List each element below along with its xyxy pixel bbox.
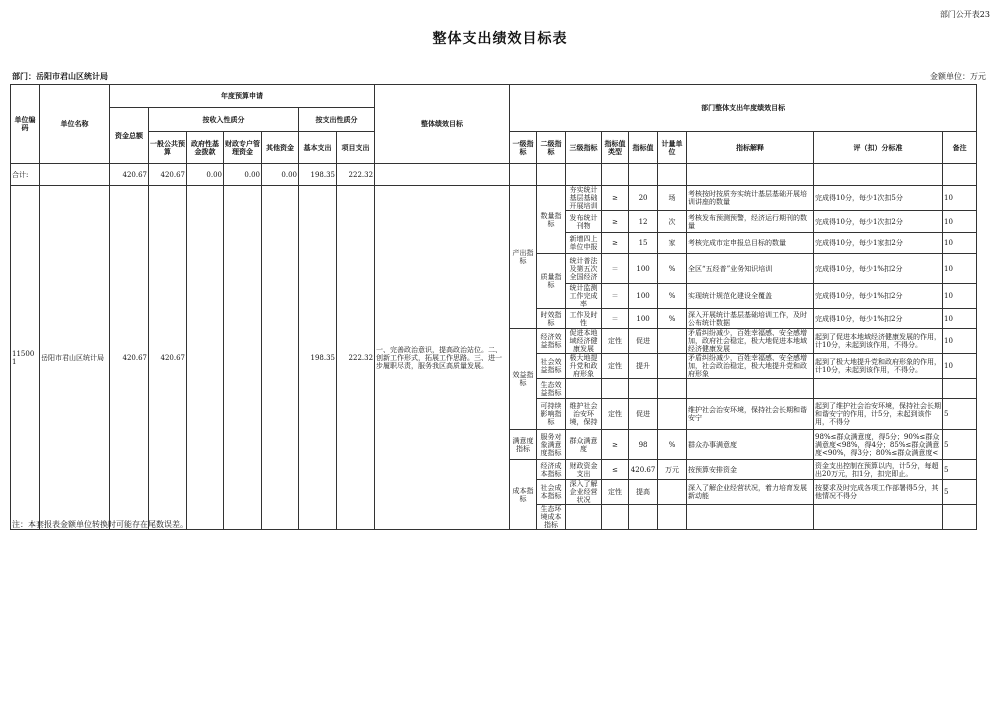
value-type: ＝ (602, 254, 629, 284)
header-dept-goal: 部门整体支出年度绩效目标 (510, 85, 977, 132)
criteria: 完成得10分，每少1家扣2分 (815, 239, 903, 247)
level3-text: 统计监测工作完成率 (569, 284, 598, 308)
remark: 10 (943, 254, 977, 284)
header-by-type: 按支出性质分 (299, 108, 375, 132)
level3-text: 夯实统计基层基础开展培训 (569, 186, 598, 210)
value-type: 定性 (602, 329, 629, 354)
value (629, 505, 658, 530)
level3-text: 极大地提升党和政府形象 (569, 354, 598, 378)
criteria: 起到了维护社会治安环境，保持社会长期和谐安宁的作用，计5分，未起到该作用，不得分 (815, 402, 942, 426)
explanation: 群众办事满意度 (688, 440, 738, 449)
totals-project: 222.32 (337, 164, 375, 186)
totals-ex (687, 164, 814, 186)
value-type: ≥ (602, 430, 629, 460)
unit-name: 岳阳市君山区统计局 (40, 186, 110, 530)
remark: 10 (943, 329, 977, 354)
totals-basic: 198.35 (299, 164, 337, 186)
unit: 场 (658, 186, 687, 211)
value: 15 (629, 233, 658, 254)
unit: 万元 (658, 460, 687, 480)
header-basic-expense: 基本支出 (299, 132, 337, 164)
explanation: 考核发布预测预警，经济运行期刊的数量 (688, 213, 808, 230)
value (629, 379, 658, 399)
header-level2: 二级指标 (537, 132, 566, 164)
level2-sustainable: 可持续影响指标 (537, 399, 566, 430)
explanation: 按预算安排资金 (688, 465, 738, 474)
level1-benefit: 效益指标 (510, 329, 537, 430)
totals-special: 0.00 (224, 164, 262, 186)
header-project-expense: 项目支出 (337, 132, 375, 164)
value: 100 (629, 284, 658, 309)
value-type: ≥ (602, 233, 629, 254)
value-type: ＝ (602, 309, 629, 329)
criteria: 完成得10分，每少1%扣2分 (815, 292, 903, 300)
value-type (602, 505, 629, 530)
criteria: 按要求及时完成各项工作部署得5分，其他情况不得分 (815, 484, 939, 500)
criteria: 起到了促进本地域经济健康发展的作用，计10分，未起到该作用，不得分。 (815, 333, 942, 349)
header-level3: 三级指标 (566, 132, 602, 164)
totals-l3 (566, 164, 602, 186)
criteria: 完成得10分，每少1次扣5分 (815, 194, 903, 202)
unit: 家 (658, 233, 687, 254)
remark: 5 (943, 430, 977, 460)
value: 12 (629, 211, 658, 233)
header-unit: 计量单位 (658, 132, 687, 164)
criteria: 资金支出控制在预算以内，计5分，每超出20万元，扣1分，扣完即止。 (815, 461, 939, 478)
level2-social-cost: 社会成本指标 (537, 480, 566, 505)
totals-total: 420.67 (110, 164, 149, 186)
remark: 10 (943, 186, 977, 211)
unit (658, 505, 687, 530)
level3-text: 工作及时性 (569, 310, 598, 327)
unit (658, 480, 687, 505)
level3-text (566, 505, 602, 530)
unit: % (658, 430, 687, 460)
header-gov-fund: 政府性基金拨款 (187, 132, 224, 164)
totals-empty (40, 164, 110, 186)
header-budget-apply: 年度预算申请 (110, 85, 375, 108)
level3-text: 新增四上单位申报 (569, 235, 598, 251)
unit-other (262, 186, 299, 530)
criteria: 完成得10分，每少1%扣2分 (815, 314, 903, 323)
header-criteria: 评（扣）分标准 (814, 132, 943, 164)
unit-general: 420.67 (149, 186, 187, 530)
totals-l1 (510, 164, 537, 186)
value-type: ＝ (602, 284, 629, 309)
unit-special (224, 186, 262, 530)
unit: 次 (658, 211, 687, 233)
value: 98 (629, 430, 658, 460)
value: 促进 (629, 329, 658, 354)
remark: 10 (943, 211, 977, 233)
level3-text: 群众满意度 (569, 436, 598, 453)
value: 提高 (629, 480, 658, 505)
explanation: 矛盾纠纷减少，百姓幸福感、安全感增加，社会政治稳定，极大地提升党和政府形象 (688, 354, 808, 378)
unit-code: 115001 (11, 186, 40, 530)
level2-econ-cost: 经济成本指标 (537, 460, 566, 480)
totals-rm (943, 164, 977, 186)
page-number-note: 部门公开表23 (939, 10, 990, 19)
criteria: 完成得10分，每少1%扣2分 (815, 264, 903, 273)
currency-unit-label: 金额单位：万元 (930, 72, 986, 81)
performance-target-table (10, 84, 977, 530)
level1-satisfaction: 满意度指标 (510, 430, 537, 460)
criteria (814, 505, 943, 530)
unit-gov-fund (187, 186, 224, 530)
explanation: 深入开展统计基层基础培训工作，及时公布统计数据 (688, 310, 808, 327)
value-type: 定性 (602, 480, 629, 505)
unit-basic: 198.35 (299, 186, 337, 530)
remark: 10 (943, 354, 977, 379)
remark: 10 (943, 284, 977, 309)
header-total-funds: 资金总额 (110, 108, 149, 164)
unit (658, 379, 687, 399)
level1-cost: 成本指标 (510, 460, 537, 530)
level2-quantity: 数量指标 (537, 186, 566, 254)
level2-eco-cost: 生态环境成本指标 (537, 505, 566, 530)
totals-general: 420.67 (149, 164, 187, 186)
totals-l2 (537, 164, 566, 186)
explanation (687, 505, 814, 530)
criteria (814, 379, 943, 399)
header-level1: 一级指标 (510, 132, 537, 164)
level2-ecological: 生态效益指标 (537, 379, 566, 399)
criteria: 起到了极大地提升党和政府形象的作用，计10分，未起到该作用，不得分。 (815, 358, 942, 374)
explanation: 考核按时按质夯实统计基层基础开展培训讲座的数量 (688, 190, 808, 206)
header-unit-name: 单位名称 (40, 85, 110, 164)
remark (943, 379, 977, 399)
unit-project: 222.32 (337, 186, 375, 530)
level2-service: 服务对象满意度指标 (537, 430, 566, 460)
header-other-funds: 其他资金 (262, 132, 299, 164)
explanation: 全区“五经普”业务知识培训 (688, 264, 773, 273)
header-overall-goal: 整体绩效目标 (375, 85, 510, 164)
level3-text: 维护社会治安环境，保持 (569, 402, 598, 426)
level3-text: 财政资金支出 (569, 461, 598, 478)
header-explanation: 指标解释 (687, 132, 814, 164)
totals-cr (814, 164, 943, 186)
unit (658, 399, 687, 430)
criteria: 完成得10分，每少1次扣2分 (815, 217, 903, 226)
unit: % (658, 284, 687, 309)
explanation (687, 379, 814, 399)
explanation: 维护社会治安环境，保持社会长期和谐安宁 (688, 406, 808, 422)
remark: 5 (943, 480, 977, 505)
remark (943, 505, 977, 530)
totals-vt (602, 164, 629, 186)
explanation: 深入了解企业经营状况，着力培育发展新动能 (688, 484, 808, 500)
unit (658, 329, 687, 354)
footnote: 注：本套报表金额单位转换时可能存在尾数误差。 (12, 520, 188, 529)
totals-gov-fund: 0.00 (187, 164, 224, 186)
remark: 10 (943, 233, 977, 254)
level2-economic: 经济效益指标 (537, 329, 566, 354)
value: 20 (629, 186, 658, 211)
unit-goal-text: 一、完善政治意识，提高政治站位。二、创新工作形式，拓展工作思路。三、进一步履职尽责，服务我区高质量发展。 (375, 186, 510, 530)
remark: 5 (943, 460, 977, 480)
page-title: 整体支出绩效目标表 (432, 31, 568, 47)
level3-text: 发布统计刊物 (569, 213, 598, 230)
level3-text: 深入了解企业经营状况 (569, 480, 598, 504)
value: 420.67 (629, 460, 658, 480)
level2-social: 社会效益指标 (537, 354, 566, 379)
explanation: 矛盾纠纷减少，百姓幸福感、安全感增加，政府社会稳定，极大地促进本地域经济健康发展 (688, 329, 808, 353)
unit: % (658, 254, 687, 284)
header-remark: 备注 (943, 132, 977, 164)
unit-total: 420.67 (110, 186, 149, 530)
value: 提升 (629, 354, 658, 379)
unit (658, 354, 687, 379)
value-type: ≥ (602, 211, 629, 233)
remark: 10 (943, 309, 977, 329)
value: 促进 (629, 399, 658, 430)
header-general-budget: 一般公共预算 (149, 132, 187, 164)
table-row (11, 186, 977, 211)
totals-other: 0.00 (262, 164, 299, 186)
header-special-account: 财政专户管理资金 (224, 132, 262, 164)
level3-text: 统计普法及第五次全国经济 (569, 256, 598, 281)
value: 100 (629, 309, 658, 329)
header-value: 指标值 (629, 132, 658, 164)
level1-output: 产出指标 (510, 186, 537, 329)
totals-label: 合计: (11, 164, 40, 186)
unit: % (658, 309, 687, 329)
value-type: 定性 (602, 354, 629, 379)
header-by-source: 按收入性质分 (149, 108, 299, 132)
level2-quality: 质量指标 (537, 254, 566, 309)
totals-goal (375, 164, 510, 186)
level2-time: 时效指标 (537, 309, 566, 329)
value-type: ≥ (602, 186, 629, 211)
header-value-type: 指标值类型 (602, 132, 629, 164)
value-type (602, 379, 629, 399)
totals-u (658, 164, 687, 186)
department-label: 部门：岳阳市君山区统计局 (12, 71, 108, 81)
totals-row (11, 164, 977, 186)
level3-text (566, 379, 602, 399)
criteria: 98%≤群众满意度，得5分；90%≤群众满意度<98%，得4分；85%≤群众满意度<90%，得3分；80%≤群众满意度< (815, 432, 940, 457)
totals-v (629, 164, 658, 186)
level3-text: 促进本地域经济健康发展 (569, 329, 598, 353)
header-unit-code: 单位编码 (11, 85, 40, 164)
value: 100 (629, 254, 658, 284)
explanation: 考核完成市定申报总目标的数量 (688, 239, 787, 247)
value-type: 定性 (602, 399, 629, 430)
remark: 5 (943, 399, 977, 430)
explanation: 实现统计规范化建设全覆盖 (688, 292, 773, 300)
value-type: ≤ (602, 460, 629, 480)
